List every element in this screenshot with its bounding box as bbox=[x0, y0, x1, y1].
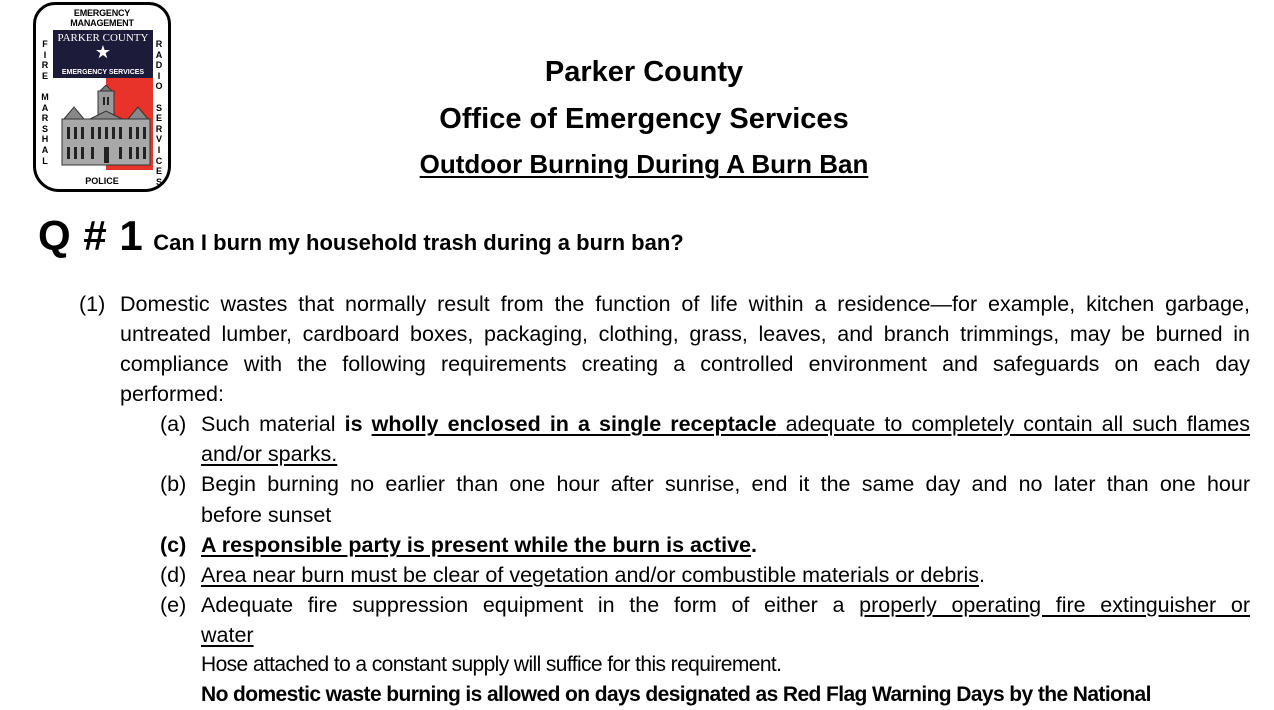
logo-fire-marshal: F I R E M A R S H A L bbox=[41, 39, 49, 166]
item-d-marker: (d) bbox=[160, 563, 187, 587]
subtitle-text: Outdoor Burning During A Burn Ban bbox=[419, 149, 869, 179]
item-b-line-2: before sunset bbox=[201, 503, 332, 527]
item-d-line bbox=[201, 560, 985, 590]
question-text: Can I burn my household trash during a burn ban? bbox=[153, 230, 684, 255]
document-subtitle bbox=[0, 149, 1274, 180]
item-a-line-1 bbox=[201, 409, 1250, 439]
header-county: Parker County bbox=[544, 56, 744, 88]
item-1-marker: (1) bbox=[79, 292, 106, 316]
item-a-marker: (a) bbox=[160, 412, 187, 436]
item-1-line-2: untreated lumber, cardboard boxes, packaging, clothing, grass, leaves, and branch trimmings, may be burned in bbox=[120, 322, 1250, 346]
item-a-text: Such material bbox=[201, 412, 345, 436]
logo-services: EMERGENCY SERVICES bbox=[61, 69, 145, 76]
logo-management: MANAGEMENT bbox=[70, 18, 134, 28]
question-heading bbox=[38, 212, 684, 260]
logo-emergency: EMERGENCY bbox=[73, 8, 131, 18]
item-c-underline: A responsible party is present while the burn is active bbox=[201, 533, 752, 557]
item-e-underline: properly operating fire extinguisher or bbox=[859, 593, 1250, 617]
item-e-line-1 bbox=[201, 590, 1250, 620]
header-office: Office of Emergency Services bbox=[439, 103, 849, 135]
item-b-line-1: Begin burning no earlier than one hour after sunrise, end it the same day and no later than one hour bbox=[201, 472, 1250, 496]
item-c-marker: (c) bbox=[160, 533, 187, 557]
item-d-period: . bbox=[979, 563, 985, 587]
item-1-line-4: performed: bbox=[120, 382, 224, 406]
logo-top-text bbox=[36, 8, 168, 28]
item-e-line-2: water bbox=[201, 623, 254, 647]
item-a-underline: adequate to completely contain all such flames bbox=[776, 412, 1251, 436]
item-b-marker: (b) bbox=[160, 472, 187, 496]
item-1-line-3: compliance with the following requirements creating a controlled environment and safeguards on each day bbox=[120, 352, 1250, 376]
item-e-text: Adequate fire suppression equipment in the form of either a bbox=[201, 593, 860, 617]
item-c-period: . bbox=[751, 533, 757, 557]
item-e-marker: (e) bbox=[160, 593, 187, 617]
item-c-line bbox=[201, 530, 757, 560]
item-e-line-3: Hose attached to a constant supply will suffice for this requirement. bbox=[201, 653, 782, 676]
logo-county: PARKER COUNTY bbox=[57, 32, 149, 44]
item-1-line-1: Domestic wastes that normally result from the function of life within a residence—for example, kitchen garbage, bbox=[120, 292, 1250, 316]
logo-police: POLICE bbox=[85, 176, 119, 186]
item-d-underline: Area near burn must be clear of vegetation and/or combustible materials or debris bbox=[201, 563, 979, 587]
question-number: Q # 1 bbox=[38, 212, 144, 259]
logo-radio-services: R A D I O S E R V I C E S bbox=[155, 39, 163, 187]
item-a-bold-underline: wholly enclosed in a single receptacle bbox=[371, 412, 777, 436]
item-a-line-2: and/or sparks. bbox=[201, 442, 338, 466]
item-a-bold: is bbox=[344, 412, 372, 436]
item-e-line-4: No domestic waste burning is allowed on days designated as Red Flag Warning Days by the National bbox=[201, 683, 1151, 706]
star-icon: ★ bbox=[94, 42, 112, 62]
